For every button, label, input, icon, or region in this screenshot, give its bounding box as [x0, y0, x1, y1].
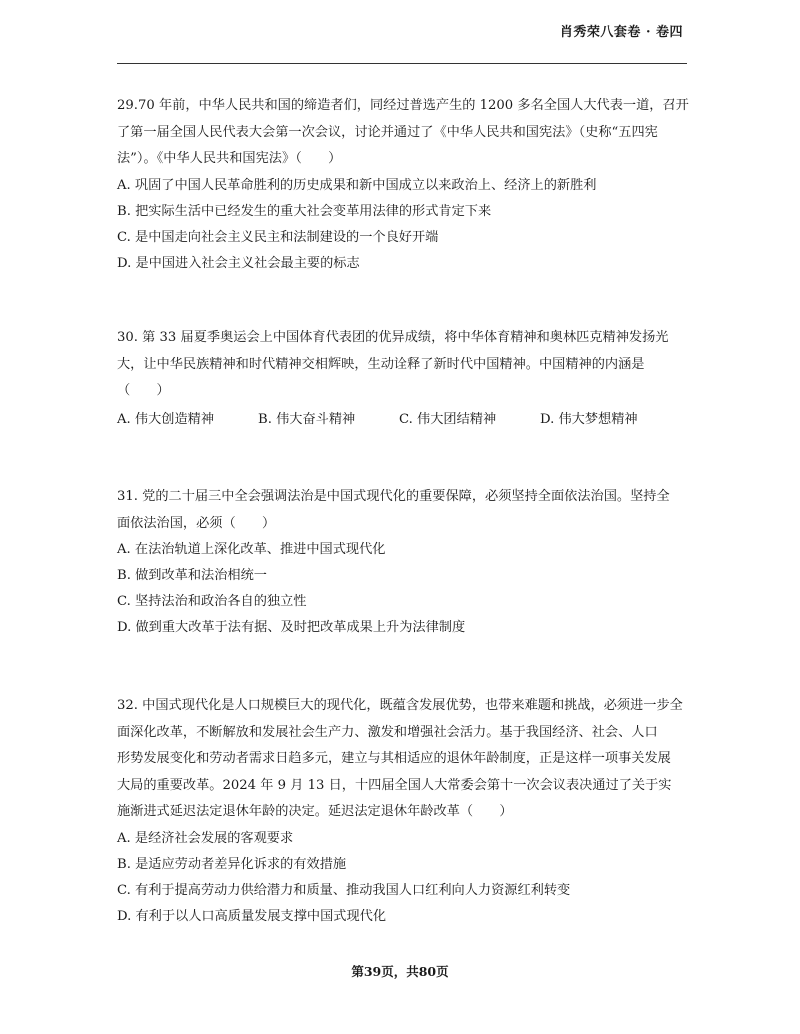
question-29-stem-line-1: 29.70 年前，中华人民共和国的缔造者们，同经过普选产生的 1200 多名全国人大代表一道，召开 — [117, 98, 689, 113]
question-30-stem-line-2: 大，让中华民族精神和时代精神交相辉映，生动诠释了新时代中国精神。中国精神的内涵是 — [117, 356, 645, 372]
question-29-stem-line-2: 了第一届全国人民代表大会第一次会议，讨论并通过了《中华人民共和国宪法》（史称“五四宪 — [117, 124, 658, 140]
question-30 — [117, 325, 692, 433]
question-29-option-c: C. 是中国走向社会主义民主和法制建设的一个良好开端 — [117, 229, 439, 245]
question-30-option-c: C. 伟大团结精神 — [399, 411, 497, 427]
question-32-stem-line-1: 32. 中国式现代化是人口规模巨大的现代化，既蕴含发展优势，也带来难题和挑战，必须进一步全 — [117, 698, 683, 713]
question-31 — [117, 484, 692, 641]
document-header-title: 肖秀荣八套卷 · 卷四 — [559, 25, 683, 40]
question-32-stem-line-2: 面深化改革，不断解放和发展社会生产力、激发和增强社会活力。基于我国经济、社会、人口 — [117, 724, 658, 740]
question-32-option-b: B. 是适应劳动者差异化诉求的有效措施 — [117, 856, 347, 872]
question-31-option-c: C. 坚持法治和政治各自的独立性 — [117, 594, 307, 609]
question-31-stem-line-1: 31. 党的二十届三中全会强调法治是中国式现代化的重要保障，必须坚持全面依法治国。坚持全 — [117, 489, 670, 504]
question-32-stem-line-3: 形势发展变化和劳动者需求日趋多元，建立与其相适应的退休年龄制度，正是这样一项事关发展 — [117, 751, 671, 766]
page-number: 第39页，共80页 — [351, 964, 449, 979]
header-divider — [117, 63, 687, 64]
question-32-option-a: A. 是经济社会发展的客观要求 — [117, 830, 294, 846]
question-32-option-d: D. 有利于以人口高质量发展支撑中国式现代化 — [117, 908, 387, 924]
question-29-option-d: D. 是中国进入社会主义社会最主要的标志 — [117, 255, 360, 271]
question-30-option-b: B. 伟大奋斗精神 — [258, 411, 356, 427]
question-30-stem-line-1: 30. 第 33 届夏季奥运会上中国体育代表团的优异成绩，将中华体育精神和奥林匹克精神发扬光 — [117, 330, 669, 345]
question-29 — [117, 93, 692, 277]
question-30-option-d: D. 伟大梦想精神 — [540, 411, 638, 427]
question-32-stem-line-5: 施渐进式延迟法定退休年龄的决定。延迟法定退休年龄改革（ ） — [117, 804, 513, 819]
question-29-option-a: A. 巩固了中国人民革命胜利的历史成果和新中国成立以来政治上、经济上的新胜利 — [117, 177, 597, 193]
question-30-options — [117, 407, 692, 433]
question-30-stem-line-3: （ ） — [117, 383, 170, 398]
question-31-option-a: A. 在法治轨道上深化改革、推进中国式现代化 — [117, 542, 386, 557]
question-31-option-d: D. 做到重大改革于法有据、及时把改革成果上升为法律制度 — [117, 620, 466, 635]
question-31-option-b: B. 做到改革和法治相统一 — [117, 568, 267, 583]
question-32-stem-line-4: 大局的重要改革。2024 年 9 月 13 日，十四届全国人大常委会第十一次会议表决通过了关于实 — [117, 777, 672, 793]
question-30-option-a: A. 伟大创造精神 — [117, 411, 215, 427]
question-31-stem-line-2: 面依法治国，必须（ ） — [117, 515, 276, 531]
question-29-stem-line-3: 法”）。《中华人民共和国宪法》（ ） — [117, 151, 342, 166]
question-29-option-b: B. 把实际生活中已经发生的重大社会变革用法律的形式肯定下来 — [117, 203, 492, 219]
question-32 — [117, 693, 692, 930]
question-32-option-c: C. 有利于提高劳动力供给潜力和质量、推动我国人口红利向人力资源红利转变 — [117, 882, 571, 898]
